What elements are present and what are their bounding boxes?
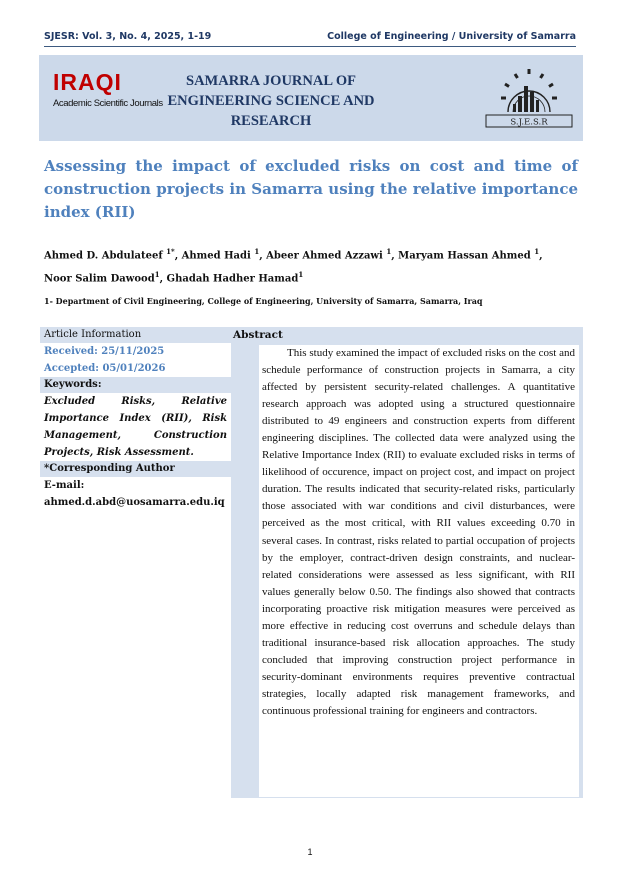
keywords-list: Excluded Risks, Relative Importance Index (RII), Risk Management, Construction Projects, Risk Assessment. xyxy=(40,393,231,461)
author-name: Maryam Hassan Ahmed xyxy=(398,250,535,262)
abstract-heading: Abstract xyxy=(233,329,283,341)
article-info-column xyxy=(40,327,231,511)
corresponding-author-heading: *Corresponding Author xyxy=(40,461,231,477)
author-affiliation-mark: 1 xyxy=(254,247,260,256)
article-info-heading: Article Information xyxy=(40,327,231,343)
received-date: Received: 25/11/2025 xyxy=(40,343,231,360)
author-affiliation-mark: 1 xyxy=(386,247,392,256)
sjesr-seal-icon xyxy=(482,62,576,134)
author-affiliation-mark: 1 xyxy=(298,270,304,280)
running-header-citation: SJESR: Vol. 3, No. 4, 2025, 1-19 xyxy=(44,31,212,42)
author-name: Ahmed D. Abdulateef xyxy=(44,250,167,262)
iraqi-journals-logo xyxy=(53,69,163,119)
email-label: E-mail: xyxy=(40,477,231,494)
seal-text: S.J.E.S.R xyxy=(510,117,548,128)
article-title: Assessing the impact of excluded risks on cost and time of construction projects in Samarra using the relative importance index (RII) xyxy=(44,157,578,221)
author-name: Noor Salim Dawood xyxy=(44,273,155,285)
page-number: 1 xyxy=(307,847,313,857)
author-name: Ahmed Hadi xyxy=(181,250,255,262)
corresponding-email[interactable]: ahmed.d.abd@uosamarra.edu.iq xyxy=(40,494,231,511)
author-name: Abeer Ahmed Azzawi xyxy=(266,250,387,262)
journal-title: SAMARRA JOURNAL OF ENGINEERING SCIENCE AND RESEARCH xyxy=(167,73,375,129)
journal-banner xyxy=(39,55,583,141)
author-affiliation-mark: 1* xyxy=(166,247,175,256)
keywords-heading: Keywords: xyxy=(40,377,231,393)
author-affiliation-mark: 1 xyxy=(154,270,160,280)
author-affiliation-mark: 1 xyxy=(534,247,540,256)
accepted-date: Accepted: 05/01/2026 xyxy=(40,360,231,377)
logo-subtitle: Academic Scientific Journals xyxy=(53,98,163,109)
logo-word: IRAQI xyxy=(53,69,122,95)
author-list: Ahmed D. Abdulateef $^{1*}$, Ahmed Hadi $^1$, Abeer Ahmed Azzawi $^1$, Maryam Hassan Ahmed $^1$, Noor Salim Dawood$^1$, Ghadah Hadher Hamad$^1$ xyxy=(44,247,543,285)
abstract-text: This study examined the impact of excluded risks on the cost and schedule performance of construction projects in Samarra, a city affected by persistent security-related challenges. A quantitative research approach was adopted using a structured questionnaire distributed to 49 engineers and construction experts from different engineering disciplines. The collected data were analyzed using the Relative Importance Index (RII) to evaluate excluded risks in terms of likelihood of occurence, impact on project cost, and impact on project duration. The results indicated that security-related risks, particularly those associated with war conditions and civil disturbances, were perceived as the most critical, with RII values exceeding 0.70 in several cases. In contrast, risks related to partial occupation of projects by the employer, contract-driven design constraints, and nuclear-related considerations were assessed as less significant, with RII values generally below 0.50. The findings also showed that contracts incorporating proactive risk mitigation measures were perceived as more effective in reducing cost overruns and schedule delays than traditional insurance-based risk allocation approaches. The study concluded that improving construction project performance in security-dominant environments requires preventive contractual strategies, locally adapted risk management frameworks, and continuous professional training for engineers and contractors. xyxy=(259,345,579,797)
affiliation: 1- Department of Civil Engineering, College of Engineering, University of Samarra, Samarra, Iraq xyxy=(44,296,483,306)
author-name: Ghadah Hadher Hamad xyxy=(166,273,299,285)
header-divider xyxy=(44,46,576,47)
running-header-college: College of Engineering / University of Samarra xyxy=(327,31,576,42)
